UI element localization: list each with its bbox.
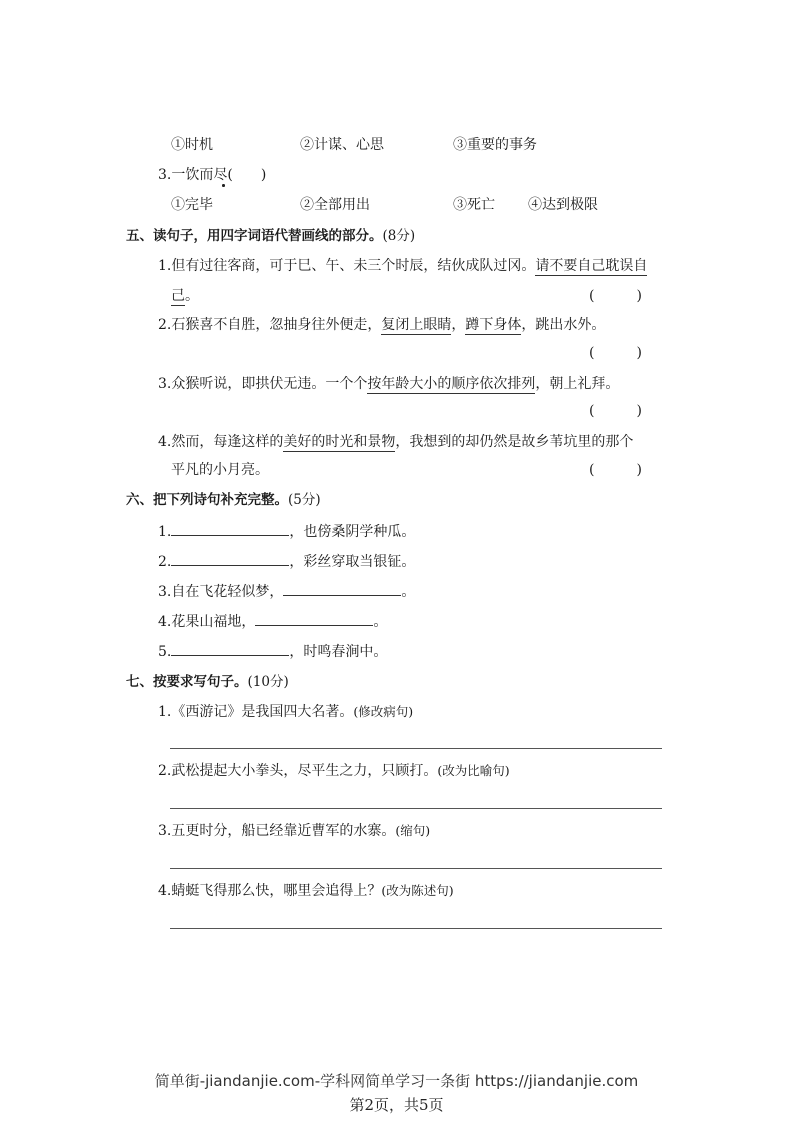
section-7-heading [126,672,289,692]
answer-paren: ( ) [589,288,642,304]
question-3-text: 3.一饮而尽 [158,167,228,183]
section-title: 七、按要求写句子。 [126,674,248,690]
question-3-paren: ( ) [227,167,267,183]
item-suffix: ，时鸣春涧中。 [289,644,388,660]
option-3: ③重要的事务 [453,137,537,153]
item-prefix: 4.花果山福地， [158,614,256,630]
rewrite-item-1 [158,702,413,722]
option-3: ③死亡 [453,197,495,213]
underlined-text: 按年龄大小的顺序依次排列 [367,376,536,392]
section-5-heading [126,226,415,246]
s5-item-2 [158,315,605,335]
item-text: 4.蜻蜓飞得那么快，哪里会追得上？ [158,883,382,899]
item-prefix: 3.自在飞花轻似梦， [158,584,284,600]
underlined-text: 请不要自己耽误自 [535,258,648,274]
item-text: ，朝上礼拜。 [535,376,620,392]
poem-item-4 [158,611,387,632]
item-prefix: 2. [158,554,172,570]
item-requirement: (改为比喻句) [437,763,510,778]
section-title: 六、把下列诗句补充完整。 [126,492,288,508]
underlined-text: 美好的时光和景物 [283,434,396,450]
s5-item-1 [158,256,647,276]
answer-line[interactable] [170,808,662,809]
answer-paren: ( ) [589,403,642,419]
item-suffix: 。 [401,584,416,600]
poem-item-5 [158,641,387,662]
item-requirement: (改为陈述句) [381,883,454,898]
section-title: 五、读句子，用四字词语代替画线的部分。 [126,228,383,244]
item-text: 3.众猴听说，即拱伏无违。一个个 [158,376,368,392]
item-prefix: 5. [158,644,172,660]
answer-paren: ( ) [589,462,642,478]
item-text: 3.五更时分，船已经靠近曹军的水寨。 [158,823,396,839]
fill-blank[interactable] [171,551,289,566]
fill-blank[interactable] [255,611,373,626]
item-suffix: ，彩丝穿取当银钲。 [289,554,416,570]
item-text: 2.武松提起大小拳头，尽平生之力，只顾打。 [158,763,438,779]
item-suffix: ，也傍桑阴学种瓜。 [289,524,416,540]
underlined-text: 蹲下身体 [465,317,522,333]
question-3 [158,165,266,185]
option-4: ④达到极限 [528,197,598,213]
answer-paren: ( ) [589,345,642,361]
poem-item-1 [158,521,415,542]
section-points: (10分) [247,674,289,690]
item-text: 。 [185,288,199,304]
option-1: ①时机 [171,137,213,153]
page-number: 第2页，共5页 [349,1096,444,1114]
item-text: 2.石猴喜不自胜，忽抽身往外便走， [158,317,382,333]
s5-item-3 [158,374,619,394]
s5-item-1-cont [171,286,199,306]
answer-line[interactable] [170,868,662,869]
item-requirement: (缩句) [395,823,431,838]
answer-line[interactable] [170,748,662,749]
item-prefix: 1. [158,524,172,540]
item-text: ， [451,317,466,333]
s5-item-4 [158,432,633,452]
emphasis-dot [222,184,225,187]
poem-item-2 [158,551,415,572]
option-2: ②全部用出 [300,197,370,213]
item-text: 4.然而，每逢这样的 [158,434,284,450]
section-points: (5分) [288,492,321,508]
option-1: ①完毕 [171,197,213,213]
footer-site: 简单街-jiandanjie.com-学科网简单学习一条街 https://jiandanjie.com [154,1072,639,1090]
fill-blank[interactable] [171,521,289,536]
item-text: ，跳出水外。 [521,317,606,333]
item-requirement: (修改病句) [353,704,414,719]
rewrite-item-2 [158,761,510,781]
section-6-heading [126,490,321,510]
rewrite-item-3 [158,821,430,841]
item-text: ，我想到的却仍然是故乡苇坑里的那个 [395,434,634,450]
answer-line[interactable] [170,928,662,929]
underlined-text: 己 [171,288,185,304]
item-text: 1.《西游记》是我国四大名著。 [158,704,354,720]
section-points: (8分) [382,228,416,244]
item-suffix: 。 [373,614,388,630]
underlined-text: 复闭上眼睛 [381,317,452,333]
rewrite-item-4 [158,881,454,901]
s5-item-4-cont: 平凡的小月亮。 [171,462,269,478]
option-2: ②计谋、心思 [300,137,384,153]
fill-blank[interactable] [283,581,401,596]
fill-blank[interactable] [171,641,289,656]
poem-item-3 [158,581,415,602]
item-text: 1.但有过往客商，可于巳、午、未三个时辰，结伙成队过冈。 [158,258,536,274]
